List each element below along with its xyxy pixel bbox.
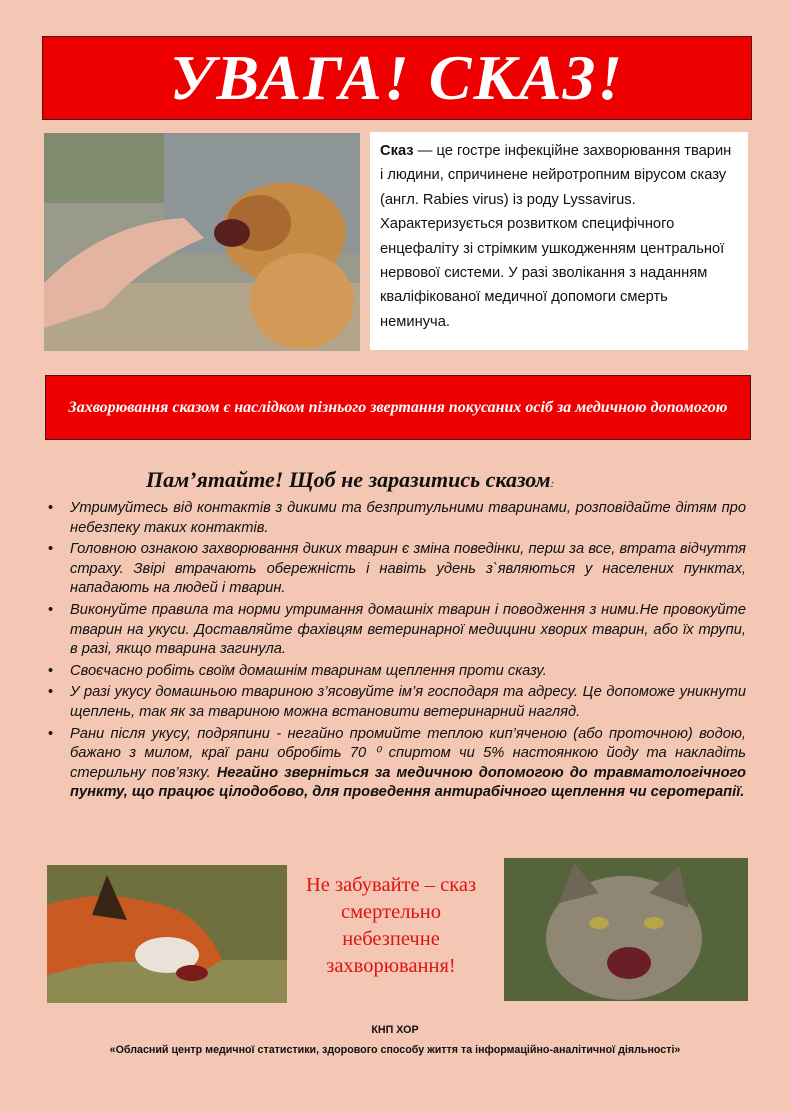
slogan-line: небезпечне	[342, 928, 440, 950]
remember-heading	[146, 467, 666, 493]
page-title: УВАГА! СКАЗ!	[169, 42, 625, 113]
remember-heading-text: Пам’ятайте! Щоб не заразитись сказом	[146, 467, 551, 492]
bullet-icon: •	[48, 725, 54, 742]
list-item	[46, 601, 746, 660]
list-item	[46, 540, 746, 599]
aggressive-dog-photo	[44, 133, 360, 351]
slogan-line: захворювання!	[326, 955, 456, 977]
bullet-icon: •	[48, 541, 54, 558]
slogan	[286, 872, 496, 980]
slogan-line: Не забувайте – сказ	[305, 874, 477, 896]
prevention-list	[46, 499, 746, 805]
list-item	[46, 683, 746, 722]
aggressive-fox-photo	[47, 865, 287, 1003]
list-item	[46, 662, 746, 682]
definition-box	[370, 132, 748, 350]
aggressive-cat-photo	[504, 858, 748, 1001]
list-item-text: У разі укусу домашньою твариною з’ясовуйте ім’я господаря та адресу. Це допоможе уникнути щеплень, так як за твариною можна встановити ветеринарний нагляд.	[70, 684, 746, 720]
list-item-text: Головною ознакою захворювання диких тварин є зміна поведінки, перш за все, втрата відчуття страху. Звірі втрачають обережність і навіть удень з`являються у населених пунктах, нападають на людей і тварин.	[70, 541, 746, 597]
list-item-text: Своєчасно робіть своїм домашнім тваринам щеплення проти сказу.	[70, 662, 547, 679]
remember-colon: :	[550, 478, 555, 490]
footer-organization	[40, 1020, 750, 1060]
definition-text: — це гостре інфекційне захворювання тварин і людини, спричинене нейротропним вірусом сказу (англ. Rabies virus) із роду Lyssavirus. Характеризується розвитком специфічного енцефаліту зі стрімким ушкодженням центральної нервової системи. У разі зволікання з наданням кваліфікованої медичної допомоги смерть неминуча.	[380, 143, 732, 330]
definition-term: Сказ	[380, 143, 414, 159]
bullet-icon: •	[48, 662, 54, 679]
list-item-text: Виконуйте правила та норми утримання домашніх тварин і поводження з ними.Не провокуйте тварин на укуси. Доставляйте фахівцям ветеринарної медицини хворих тварин, або їх трупи, в разі, якщо тварина загинула.	[70, 601, 746, 658]
list-item-text: Рани після укусу, подряпини - негайно промийте теплою кип’яченою (або проточною) водою, бажано з милом, краї рани обробіть 70 ⁰ спиртом чи 5% настоянкою йоду та накладіть стерильну пов’язку.	[70, 725, 746, 781]
bullet-icon: •	[48, 601, 54, 618]
title-banner	[42, 36, 752, 120]
bullet-icon: •	[48, 684, 54, 701]
list-item-emphasis: Негайно зверніться за медичною допомогою до травматологічного пункту, що працює цілодобово, для проведення антирабічного щеплення чи серотерапії.	[70, 764, 746, 801]
org-full-name: «Обласний центр медичної статистики, здорового способу життя та інформаційно-аналітичної діяльності»	[109, 1044, 681, 1056]
list-item-text: Утримуйтесь від контактів з дикими та безпритульними тваринами, розповідайте дітям про небезпеку таких контактів.	[70, 500, 746, 536]
slogan-line: смертельно	[340, 901, 441, 923]
list-item	[46, 499, 746, 538]
org-short-name: КНП ХОР	[371, 1024, 419, 1036]
bullet-icon: •	[48, 500, 54, 516]
warning-banner	[45, 375, 751, 440]
list-item	[46, 725, 746, 803]
warning-text: Захворювання сказом є наслідком пізнього звертання покусаних осіб за медичною допомогою	[68, 398, 728, 416]
